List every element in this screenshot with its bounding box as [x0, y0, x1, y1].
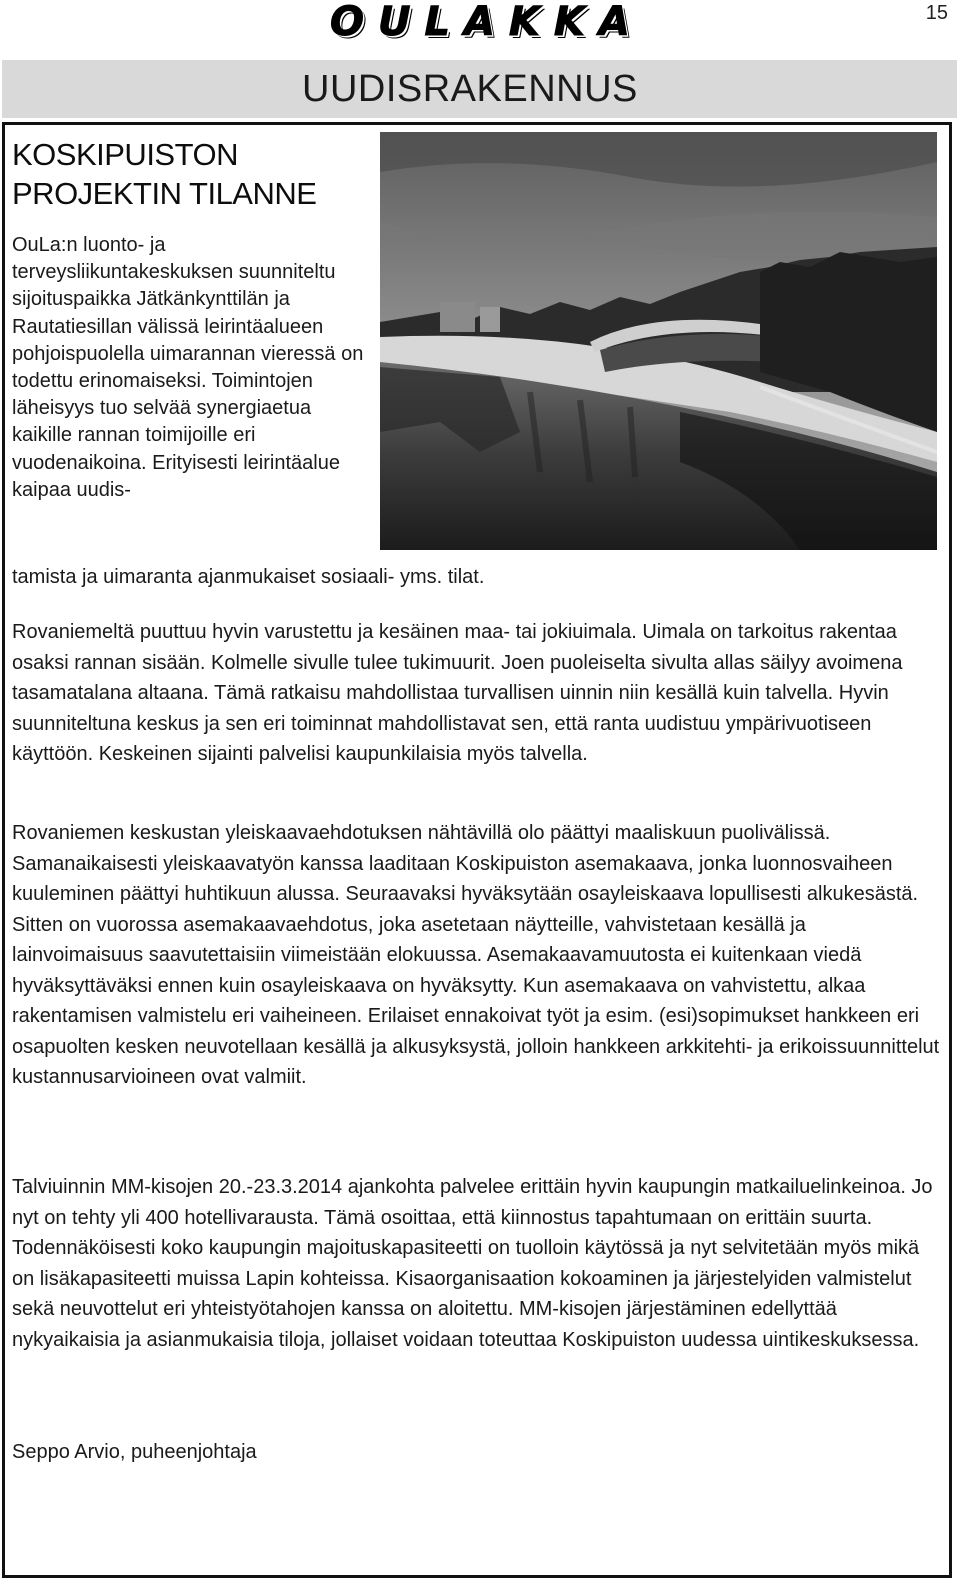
intro-paragraph: OuLa:n luonto- ja terveysliikuntakeskuksen suunniteltu sijoituspaikka Jätkänkynttilän ja Rautatiesillan välissä leirintäalueen pohjoispuolella uimarannan vieressä on todettu erinomaiseksi. Toimintojen läheisyys tuo selvää synergiaetua kaikille rannan toimijoille eri vuodenaikoina. Erityisesti leirintäalue kaipaa uudis- [12, 234, 364, 501]
article-title [12, 135, 382, 213]
article-title-line2: PROJEKTIN TILANNE [12, 176, 317, 211]
section-header-bar [2, 60, 957, 118]
page-number: 15 [925, 2, 948, 24]
riverside-photo-illustration [380, 132, 937, 550]
paragraph-zoning-plan: Rovaniemen keskustan yleiskaavaehdotuksen nähtävillä olo päättyi maaliskuun puolivälissä. Samanaikaisesti yleiskaavatyön kanssa laaditaan Koskipuiston asemakaava, jonka luonnosvaiheen kuuleminen päättyi huhtikuun alussa. Seuraavaksi hyväksytään osayleiskaava lopullisesti alkukesästä. Sitten on vuorossa asemakaavaehdotus, joka asetetaan näytteille, vahvistetaan kesällä ja lainvoimaisuus saavutettaisiin viimeistään elokuussa. Asemakaavamuutosta ei kuitenkaan viedä hyväksyttäväksi ennen kuin osayleiskaava on hyväksytty. Kun asemakaava on vahvistettu, alkaa rakentamisen valmistelu eri vaiheineen. Erilaiset ennakoivat työt ja esim. (esi)sopimukset hankkeen eri osapuolten kesken neuvotellaan kesällä ja alkusyksystä, jolloin hankkeen arkkitehti- ja erikoissuunnittelut kustannusarvioineen ovat valmiit. [12, 822, 940, 1088]
paragraph-swimming-pool: Rovaniemeltä puuttuu hyvin varustettu ja kesäinen maa- tai jokiuimala. Uimala on tarkoitus rakentaa osaksi rannan sisään. Kolmelle sivulle tulee tukimuurit. Joen puoleiselta sivulta allas säilyy avoimena tasamatalana altaana. Tämä ratkaisu mahdollistaa turvallisen uinnin niin kesällä kuin talvella. Hyvin suunniteltuna keskus ja sen eri toiminnat mahdollistavat sen, että ranta uudistuu ympärivuotiseen käyttöön. Keskeinen sijainti palvelisi kaupunkilaisia myös talvella. [12, 621, 903, 765]
newsletter-logo [330, 0, 644, 44]
paragraph-world-championships: Talviuinnin MM-kisojen 20.-23.3.2014 ajankohta palvelee erittäin hyvin kaupungin matkailuelinkeinoa. Jo nyt on tehty yli 400 hotellivarausta. Tämä osoittaa, että kiinnostus tapahtumaan on erittäin suurta. Todennäköisesti koko kaupungin majoituskapasiteetti on tuolloin käytössä ja nyt selvitetään myös mikä on lisäkapasiteetti muissa Lapin kohteissa. Kisaorganisaation kokoaminen ja järjestelyiden valmistelut sekä neuvottelut eri yhteistyötahojen kanssa on aloitettu. MM-kisojen järjestäminen edellyttää nykyaikaisia ja asianmukaisia tiloja, jollaiset voidaan toteuttaa Koskipuiston uudessa uintikeskuksessa. [12, 1176, 933, 1351]
intro-paragraph-continued: tamista ja uimaranta ajanmukaiset sosiaali- yms. tilat. [12, 566, 485, 588]
article-title-line1: KOSKIPUISTON [12, 137, 238, 172]
riverside-photo [380, 132, 937, 550]
signature: Seppo Arvio, puheenjohtaja [12, 1441, 257, 1463]
logo-text: OULAKKA [330, 0, 644, 45]
section-title: UUDISRAKENNUS [302, 68, 638, 110]
